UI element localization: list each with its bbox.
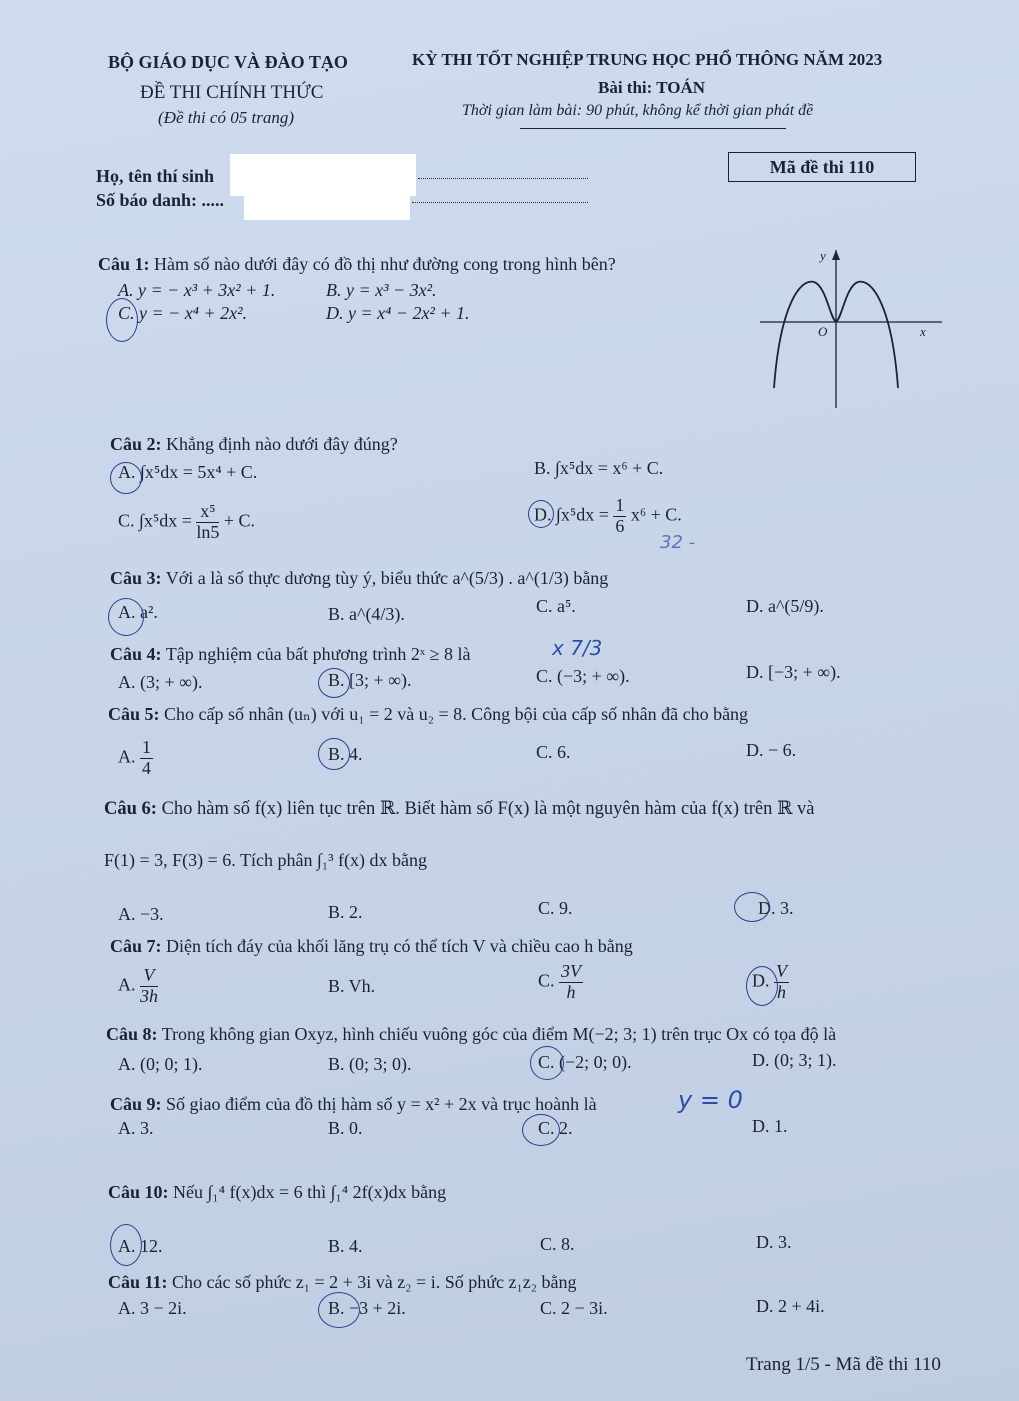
q5-a-frac: $\frac{1}{4}$ <box>142 737 151 778</box>
q6-stem-line2: F(1) = 3, F(3) = 6. Tích phân ∫₁³ f(x) dx bằng <box>104 850 428 870</box>
q9-option-a[interactable]: A. 3. <box>118 1118 154 1138</box>
q1-option-b[interactable]: B. y = x³ − 3x². <box>326 280 437 300</box>
q7-option-b[interactable]: B. Vh. <box>328 976 376 996</box>
q6-option-a[interactable]: A. −3. <box>118 904 164 924</box>
q11-option-d[interactable]: D. 2 + 4i. <box>756 1296 825 1316</box>
q3-option-c[interactable]: C. a⁵. <box>536 596 576 616</box>
redaction-name <box>230 154 416 196</box>
candidate-id-label: Số báo danh: ..... <box>96 190 225 210</box>
q8-option-b[interactable]: B. (0; 3; 0). <box>328 1054 412 1074</box>
q1-stem <box>98 254 616 275</box>
q4-option-c[interactable]: C. (−3; + ∞). <box>536 666 630 686</box>
q2-option-a[interactable]: A. ∫x⁵dx = 5x⁴ + C. <box>118 462 258 482</box>
q9-text: Số giao điểm của đồ thị hàm số y = x² + 2x và trục hoành là <box>166 1094 597 1114</box>
q5-option-d[interactable]: D. − 6. <box>746 740 797 760</box>
q11-option-c[interactable]: C. 2 − 3i. <box>540 1298 608 1318</box>
pages-note: (Đề thi có 05 trang) <box>158 108 294 127</box>
q2-c-post: + C. <box>223 510 256 531</box>
q6-stem-line1 <box>104 798 814 820</box>
exam-time: Thời gian làm bài: 90 phút, không kể thời gian phát đề <box>462 102 814 119</box>
q10-text: Nếu ∫₁⁴ f(x)dx = 6 thì ∫₁⁴ 2f(x)dx bằng <box>173 1182 447 1202</box>
q3-option-a[interactable]: A. a². <box>118 602 158 622</box>
q5-option-a[interactable]: A. $\frac{1}{4}$ <box>118 737 151 778</box>
q2-c-frac: $\frac{\text{x⁵}}{\ln 5}$ <box>196 501 220 542</box>
q8-text: Trong không gian Oxyz, hình chiếu vuông góc của điểm M(−2; 3; 1) trên trục Ox có tọa độ là <box>161 1024 837 1044</box>
q11-label: Câu 11: <box>108 1272 168 1292</box>
redaction-id <box>244 194 410 220</box>
q1-label: Câu 1: <box>98 254 150 274</box>
graph-y-label: y <box>820 248 826 263</box>
q8-option-d[interactable]: D. (0; 3; 1). <box>752 1050 837 1070</box>
q3-option-d[interactable]: D. a^(5/9). <box>746 596 824 616</box>
q9-label: Câu 9: <box>110 1094 162 1114</box>
official-label: ĐỀ THI CHÍNH THỨC <box>140 82 324 103</box>
q11-answer-circle <box>318 1292 360 1328</box>
graph-x-label: x <box>920 324 926 339</box>
q4-text: Tập nghiệm của bất phương trình 2ˣ ≥ 8 là <box>165 644 471 664</box>
q1-text: Hàm số nào dưới đây có đồ thị như đường cong trong hình bên? <box>154 254 616 274</box>
q10-option-a[interactable]: A. 12. <box>118 1236 163 1256</box>
q7-c-frac: $\frac{3V}{h}$ <box>561 961 582 1002</box>
q3-option-b[interactable]: B. a^(4/3). <box>328 604 405 624</box>
q7-stem <box>110 936 633 957</box>
q11-option-b[interactable]: B. −3 + 2i. <box>328 1298 406 1318</box>
q10-label: Câu 10: <box>108 1182 169 1202</box>
q5-text: Cho cấp số nhân (uₙ) với u₁ = 2 và u₂ = 8. Công bội của cấp số nhân đã cho bằng <box>164 704 749 724</box>
q2-stem <box>110 434 398 455</box>
q8-answer-circle <box>530 1046 564 1080</box>
q4-answer-circle <box>318 668 350 698</box>
exam-subject: Bài thi: TOÁN <box>598 78 706 97</box>
q6-label: Câu 6: <box>104 799 157 819</box>
q2-label: Câu 2: <box>110 434 162 454</box>
q7-d-frac: $\frac{V}{h}$ <box>776 961 787 1002</box>
q6-text1: Cho hàm số f(x) liên tục trên ℝ. Biết hàm số F(x) là một nguyên hàm của f(x) trên ℝ và <box>161 799 815 819</box>
q2-option-c[interactable] <box>118 502 255 543</box>
q7-label: Câu 7: <box>110 936 162 956</box>
graph-y-arrow <box>832 250 840 260</box>
q8-stem <box>106 1024 836 1045</box>
q6-option-d[interactable]: D. 3. <box>758 898 794 918</box>
q4-option-d[interactable]: D. [−3; + ∞). <box>746 662 841 682</box>
q7-option-c[interactable]: C. $\frac{3V}{h}$ <box>538 961 582 1002</box>
q2-d-pre: D. ∫x⁵dx = <box>534 504 609 525</box>
q4-label: Câu 4: <box>110 644 162 664</box>
q2-option-d[interactable] <box>534 496 682 537</box>
q4-option-a[interactable]: A. (3; + ∞). <box>118 672 203 692</box>
q1-answer-circle <box>106 298 138 342</box>
q2-c-pre: C. ∫x⁵dx = <box>118 510 192 531</box>
q4-stem <box>110 644 471 665</box>
q9-option-c[interactable]: C. 2. <box>538 1118 573 1138</box>
q6-option-c[interactable]: C. 9. <box>538 898 573 918</box>
page-footer: Trang 1/5 - Mã đề thi 110 <box>746 1354 941 1375</box>
q1-option-c[interactable]: C. y = − x⁴ + 2x². <box>118 303 248 323</box>
q5-option-c[interactable]: C. 6. <box>536 742 571 762</box>
q3-label: Câu 3: <box>110 568 162 588</box>
q6-option-b[interactable]: B. 2. <box>328 902 363 922</box>
q9-option-d[interactable]: D. 1. <box>752 1116 788 1136</box>
q11-stem <box>108 1272 577 1293</box>
q7-answer-circle <box>746 966 778 1006</box>
q7-a-frac: $\frac{V}{3h}$ <box>140 965 158 1006</box>
candidate-name-label: Họ, tên thí sinh <box>96 166 215 186</box>
q11-text: Cho các số phức z₁ = 2 + 3i và z₂ = i. Số phức z₁z₂ bằng <box>172 1272 577 1292</box>
q9-stem <box>110 1094 597 1115</box>
q10-answer-circle <box>110 1224 142 1266</box>
q2-d-post: x⁶ + C. <box>630 504 682 525</box>
q10-option-d[interactable]: D. 3. <box>756 1232 792 1252</box>
q9-option-b[interactable]: B. 0. <box>328 1118 363 1138</box>
q3-stem <box>110 568 608 589</box>
q2-circle-d <box>528 500 554 528</box>
name-dotted-line <box>418 178 588 179</box>
q3-text: Với a là số thực dương tùy ý, biểu thức a^(5/3) . a^(1/3) bằng <box>165 568 609 588</box>
q4-option-b[interactable]: B. [3; + ∞). <box>328 670 412 690</box>
divider-line <box>520 128 786 129</box>
graph-origin-label: O <box>818 324 828 339</box>
q7-option-d[interactable]: D. $\frac{V}{h}$ <box>752 961 787 1002</box>
q8-label: Câu 8: <box>106 1024 158 1044</box>
q9-answer-circle <box>522 1114 560 1146</box>
q2-handwritten-note: 32 - <box>660 532 696 553</box>
q2-circle-a <box>110 462 142 494</box>
q5-option-b[interactable]: B. 4. <box>328 744 363 764</box>
q1-option-d[interactable]: D. y = x⁴ − 2x² + 1. <box>326 303 470 323</box>
q2-option-b[interactable]: B. ∫x⁵dx = x⁶ + C. <box>534 458 664 478</box>
q7-option-a[interactable]: A. $\frac{V}{3h}$ <box>118 965 158 1006</box>
exam-title: KỲ THI TỐT NGHIỆP TRUNG HỌC PHỔ THÔNG NĂM 2023 <box>412 50 883 69</box>
q6-answer-circle <box>734 892 770 922</box>
q10-option-c[interactable]: C. 8. <box>540 1234 575 1254</box>
q2-text: Khẳng định nào dưới đây đúng? <box>166 434 398 454</box>
id-dotted-line <box>412 202 588 203</box>
q8-option-c[interactable]: C. (−2; 0; 0). <box>538 1052 632 1072</box>
q3-answer-circle <box>108 598 144 636</box>
q1-graph <box>756 246 946 412</box>
q5-label: Câu 5: <box>108 704 160 724</box>
q10-option-b[interactable]: B. 4. <box>328 1236 363 1256</box>
q8-option-a[interactable]: A. (0; 0; 1). <box>118 1054 203 1074</box>
q10-stem <box>108 1182 446 1203</box>
q5-stem <box>108 704 748 725</box>
q2-d-frac: $\frac{1}{6}$ <box>615 495 625 536</box>
ministry-title: BỘ GIÁO DỤC VÀ ĐÀO TẠO <box>108 52 348 72</box>
q7-text: Diện tích đáy của khối lăng trụ có thể tích V và chiều cao h bằng <box>166 936 633 956</box>
q9-handwritten-note: y = 0 <box>678 1086 743 1114</box>
q11-option-a[interactable]: A. 3 − 2i. <box>118 1298 187 1318</box>
q4-handwritten-note: x 7/3 <box>552 636 603 660</box>
exam-code-box: Mã đề thi 110 <box>728 152 916 182</box>
q1-option-a[interactable]: A. y = − x³ + 3x² + 1. <box>118 280 276 300</box>
q5-answer-circle <box>318 738 350 770</box>
